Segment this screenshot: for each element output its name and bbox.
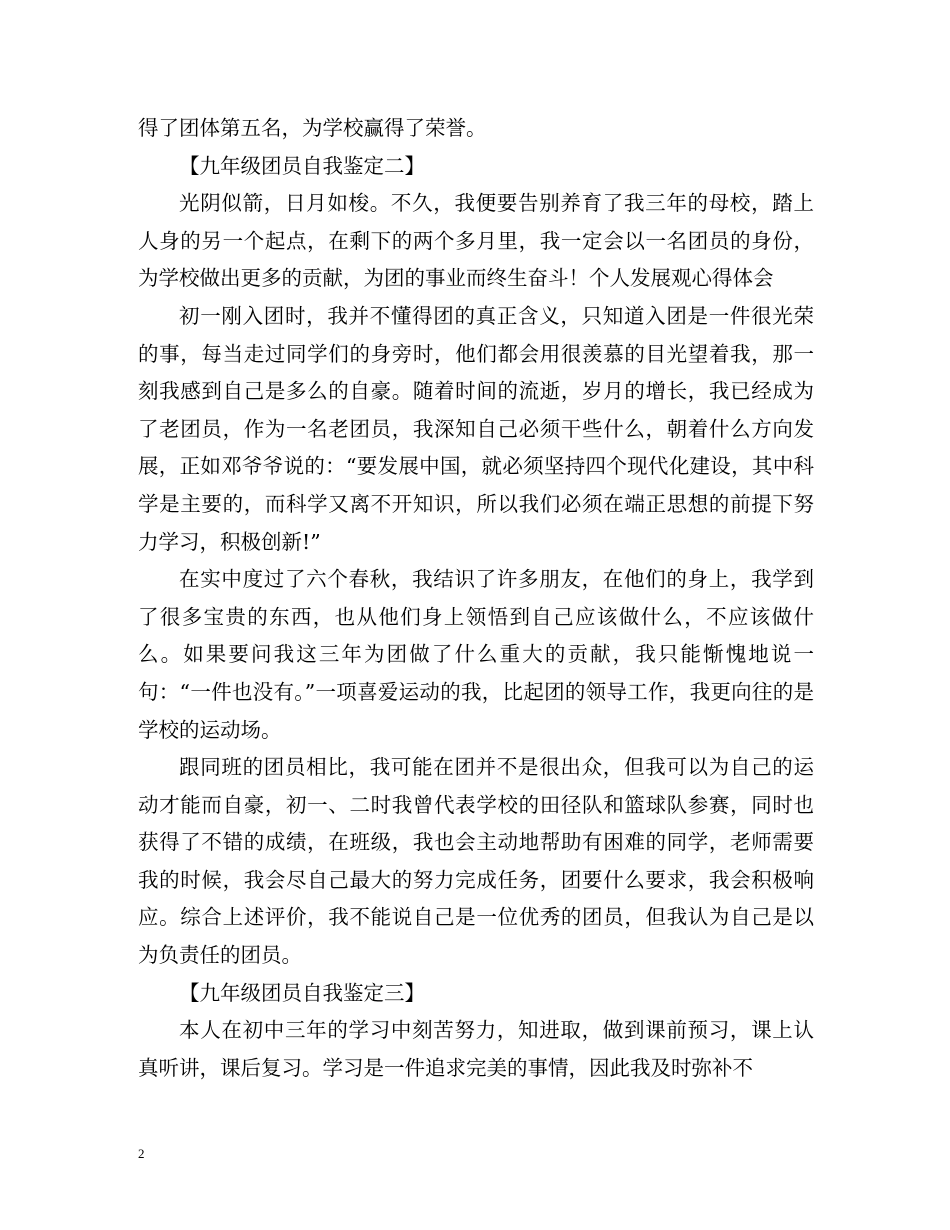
paragraph-continuation: 得了团体第五名，为学校赢得了荣誉。 bbox=[138, 116, 487, 140]
paragraph: 本人在初中三年的学习中刻苦努力，知进取，做到课前预习，课上认真听讲，课后复习。学习是一件追求完美的事情，因此我及时弥补不 bbox=[138, 1018, 814, 1080]
paragraph: 初一刚入团时，我并不懂得团的真正含义，只知道入团是一件很光荣的事，每当走过同学们的身旁时，他们都会用很羡慕的目光望着我，那一刻我感到自己是多么的自豪。随着时间的流逝，岁月的增长，我已经成为了老团员，作为一名老团员，我深知自己必须干些什么，朝着什么方向发展，正如邓爷爷说的：“要发展中国，就必须坚持四个现代化建设，其中科学是主要的，而科学又离不开知识，所以我们必须在端正思想的前提下努力学习，积极创新!” bbox=[138, 303, 814, 554]
page-number: 2 bbox=[138, 1146, 145, 1161]
section-heading-2: 【九年级团员自我鉴定二】 bbox=[179, 153, 425, 178]
document-body bbox=[138, 110, 814, 1087]
section-heading-3: 【九年级团员自我鉴定三】 bbox=[179, 980, 425, 1005]
paragraph: 跟同班的团员相比，我可能在团并不是很出众，但我可以为自己的运动才能而自豪，初一、二时我曾代表学校的田径队和篮球队参赛，同时也获得了不错的成绩，在班级，我也会主动地帮助有困难的同学，老师需要我的时候，我会尽自己最大的努力完成任务，团要什么要求，我会积极响应。综合上述评价，我不能说自己是一位优秀的团员，但我认为自己是以为负责任的团员。 bbox=[138, 755, 814, 968]
paragraph: 光阴似箭，日月如梭。不久，我便要告别养育了我三年的母校，踏上人身的另一个起点，在剩下的两个多月里，我一定会以一名团员的身份，为学校做出更多的贡献，为团的事业而终生奋斗！个人发展观心得体会 bbox=[138, 191, 814, 291]
paragraph: 在实中度过了六个春秋，我结识了许多朋友，在他们的身上，我学到了很多宝贵的东西，也从他们身上领悟到自己应该做什么，不应该做什么。如果要问我这三年为团做了什么重大的贡献，我只能惭愧地说一句：“一件也没有。”一项喜爱运动的我，比起团的领导工作，我更向往的是学校的运动场。 bbox=[138, 567, 814, 742]
